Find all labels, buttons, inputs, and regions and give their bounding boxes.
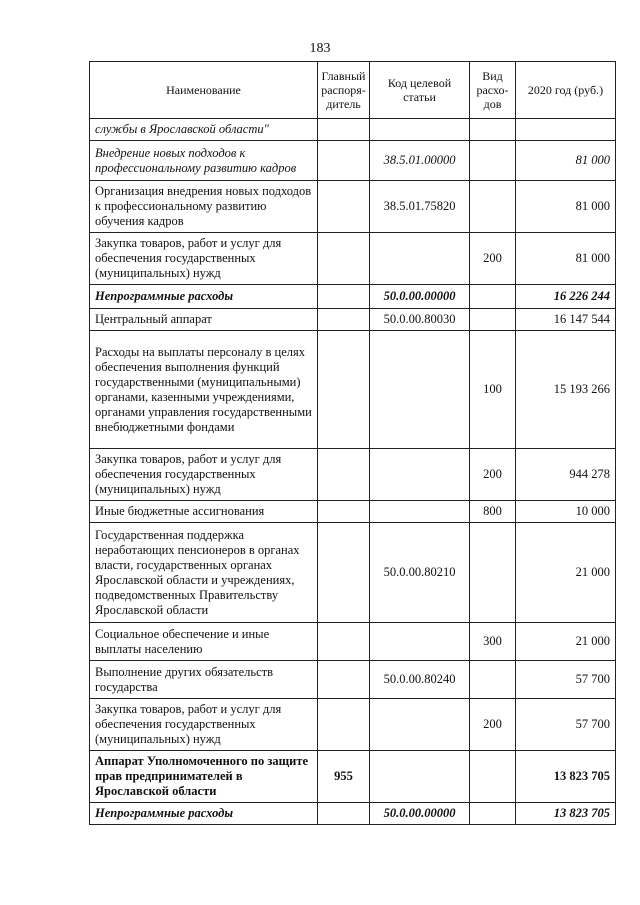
table-row [90,623,616,661]
cell-amount: 21 000 [516,623,616,661]
cell-target-code: 50.0.00.80240 [370,661,470,699]
cell-expense-type: 200 [470,699,516,751]
cell-expense-type [470,751,516,803]
cell-expense-type [470,141,516,181]
cell-target-code: 50.0.00.00000 [370,803,470,825]
cell-name: Аппарат Уполномоченного по защите прав предпринимателей в Ярославской области [90,751,318,803]
cell-amount: 81 000 [516,141,616,181]
header-target-code: Код целевой статьи [370,62,470,119]
cell-name: Закупка товаров, работ и услуг для обеспечения государственных (муниципальных) нужд [90,699,318,751]
table-row [90,181,616,233]
cell-amount: 13 823 705 [516,751,616,803]
budget-table [89,61,616,825]
cell-name: Непрограммные расходы [90,803,318,825]
cell-expense-type: 800 [470,501,516,523]
cell-name: службы в Ярославской области" [90,119,318,141]
cell-expense-type: 200 [470,233,516,285]
table-row [90,331,616,449]
cell-target-code [370,233,470,285]
cell-main-manager [318,309,370,331]
header-expense-type: Вид расхо-дов [470,62,516,119]
cell-expense-type [470,285,516,309]
cell-amount: 81 000 [516,181,616,233]
cell-target-code: 50.0.00.80210 [370,523,470,623]
cell-amount: 944 278 [516,449,616,501]
cell-main-manager [318,523,370,623]
cell-amount: 10 000 [516,501,616,523]
header-name: Наименование [90,62,318,119]
cell-target-code [370,119,470,141]
table-row [90,309,616,331]
cell-main-manager [318,623,370,661]
cell-main-manager [318,119,370,141]
cell-target-code [370,449,470,501]
cell-expense-type [470,661,516,699]
cell-expense-type [470,309,516,331]
cell-name: Центральный аппарат [90,309,318,331]
page-number: 183 [309,41,331,56]
cell-target-code: 50.0.00.80030 [370,309,470,331]
cell-name: Социальное обеспечение и иные выплаты населению [90,623,318,661]
table-row [90,803,616,825]
cell-name: Закупка товаров, работ и услуг для обеспечения государственных (муниципальных) нужд [90,233,318,285]
cell-expense-type [470,803,516,825]
cell-amount [516,119,616,141]
header-main-manager: Главный распоря-дитель [318,62,370,119]
cell-target-code [370,699,470,751]
table-row [90,285,616,309]
cell-expense-type [470,181,516,233]
cell-main-manager [318,501,370,523]
cell-target-code [370,623,470,661]
table-row [90,523,616,623]
cell-main-manager [318,699,370,751]
table-row [90,501,616,523]
table-row [90,119,616,141]
cell-name: Расходы на выплаты персоналу в целях обеспечения выполнения функций государственными (муниципальными) органами, казенными учреждениями, органами управления государственными внебюджетными фондами [90,331,318,449]
table-row [90,449,616,501]
table-row [90,233,616,285]
cell-main-manager [318,181,370,233]
cell-target-code [370,751,470,803]
cell-main-manager [318,233,370,285]
cell-main-manager [318,449,370,501]
cell-expense-type [470,523,516,623]
header-amount: 2020 год (руб.) [516,62,616,119]
cell-name: Выполнение других обязательств государства [90,661,318,699]
cell-target-code: 50.0.00.00000 [370,285,470,309]
cell-name: Государственная поддержка неработающих пенсионеров в органах власти, государственных органах Ярославской области и учреждениях, подведомственных Правительству Ярославской области [90,523,318,623]
cell-target-code [370,501,470,523]
cell-name: Иные бюджетные ассигнования [90,501,318,523]
cell-target-code [370,331,470,449]
cell-main-manager [318,331,370,449]
cell-main-manager [318,285,370,309]
cell-amount: 16 226 244 [516,285,616,309]
cell-main-manager [318,661,370,699]
cell-name: Закупка товаров, работ и услуг для обеспечения государственных (муниципальных) нужд [90,449,318,501]
table-row [90,751,616,803]
cell-amount: 16 147 544 [516,309,616,331]
table-row [90,141,616,181]
cell-amount: 81 000 [516,233,616,285]
cell-target-code: 38.5.01.75820 [370,181,470,233]
cell-expense-type: 100 [470,331,516,449]
cell-expense-type: 300 [470,623,516,661]
cell-target-code: 38.5.01.00000 [370,141,470,181]
table-row [90,699,616,751]
cell-main-manager: 955 [318,751,370,803]
cell-expense-type: 200 [470,449,516,501]
cell-amount: 57 700 [516,699,616,751]
cell-name: Внедрение новых подходов к профессиональному развитию кадров [90,141,318,181]
table-row [90,661,616,699]
cell-main-manager [318,141,370,181]
cell-expense-type [470,119,516,141]
table-header-row [90,62,616,119]
cell-amount: 13 823 705 [516,803,616,825]
cell-name: Организация внедрения новых подходов к профессиональному развитию обучения кадров [90,181,318,233]
cell-name: Непрограммные расходы [90,285,318,309]
cell-main-manager [318,803,370,825]
cell-amount: 57 700 [516,661,616,699]
cell-amount: 21 000 [516,523,616,623]
cell-amount: 15 193 266 [516,331,616,449]
